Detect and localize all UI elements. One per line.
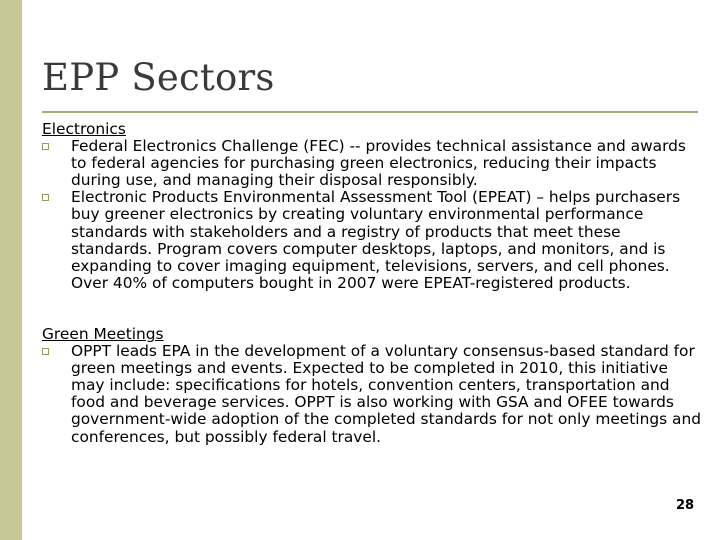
bullet-item-green-meetings — [42, 343, 702, 446]
bullet-text: OPPT leads EPA in the development of a voluntary consensus-based standard for green meetings and events. Expected to be completed in 2010, this initiative may include: specifications for hotels, convention centers, transportation and food and beverage services. OPPT is also working with GSA and OFEE towards government-wide adoption of the completed standards for not only meetings and conferences, but possibly federal travel. — [71, 342, 701, 446]
bullet-text: Federal Electronics Challenge (FEC) -- provides technical assistance and awards to federal agencies for purchasing green electronics, reducing their impacts during use, and managing their disposal responsibly. — [71, 137, 686, 190]
bullet-text: Electronic Products Environmental Assessment Tool (EPEAT) – helps purchasers buy greener electronics by creating voluntary environmental performance standards with stakeholders and a registry of products that meet these standards. Program covers computer desktops, laptops, and monitors, and is expanding to cover imaging equipment, televisions, servers, and cell phones. Over 40% of computers bought in 2007 were EPEAT-registered products. — [71, 188, 681, 292]
page-number: 28 — [676, 498, 695, 513]
title-divider — [42, 111, 698, 113]
slide-content — [42, 121, 702, 446]
slide-title: EPP Sectors — [42, 56, 275, 99]
section-heading-electronics: Electronics — [42, 120, 126, 138]
square-bullet-icon — [42, 194, 49, 201]
square-bullet-icon — [42, 348, 49, 355]
left-accent-bar — [0, 0, 22, 540]
section-heading-green-meetings: Green Meetings — [42, 324, 164, 343]
bullet-item-epeat — [42, 189, 702, 292]
bullet-item-fec — [42, 138, 702, 189]
square-bullet-icon — [42, 143, 49, 150]
